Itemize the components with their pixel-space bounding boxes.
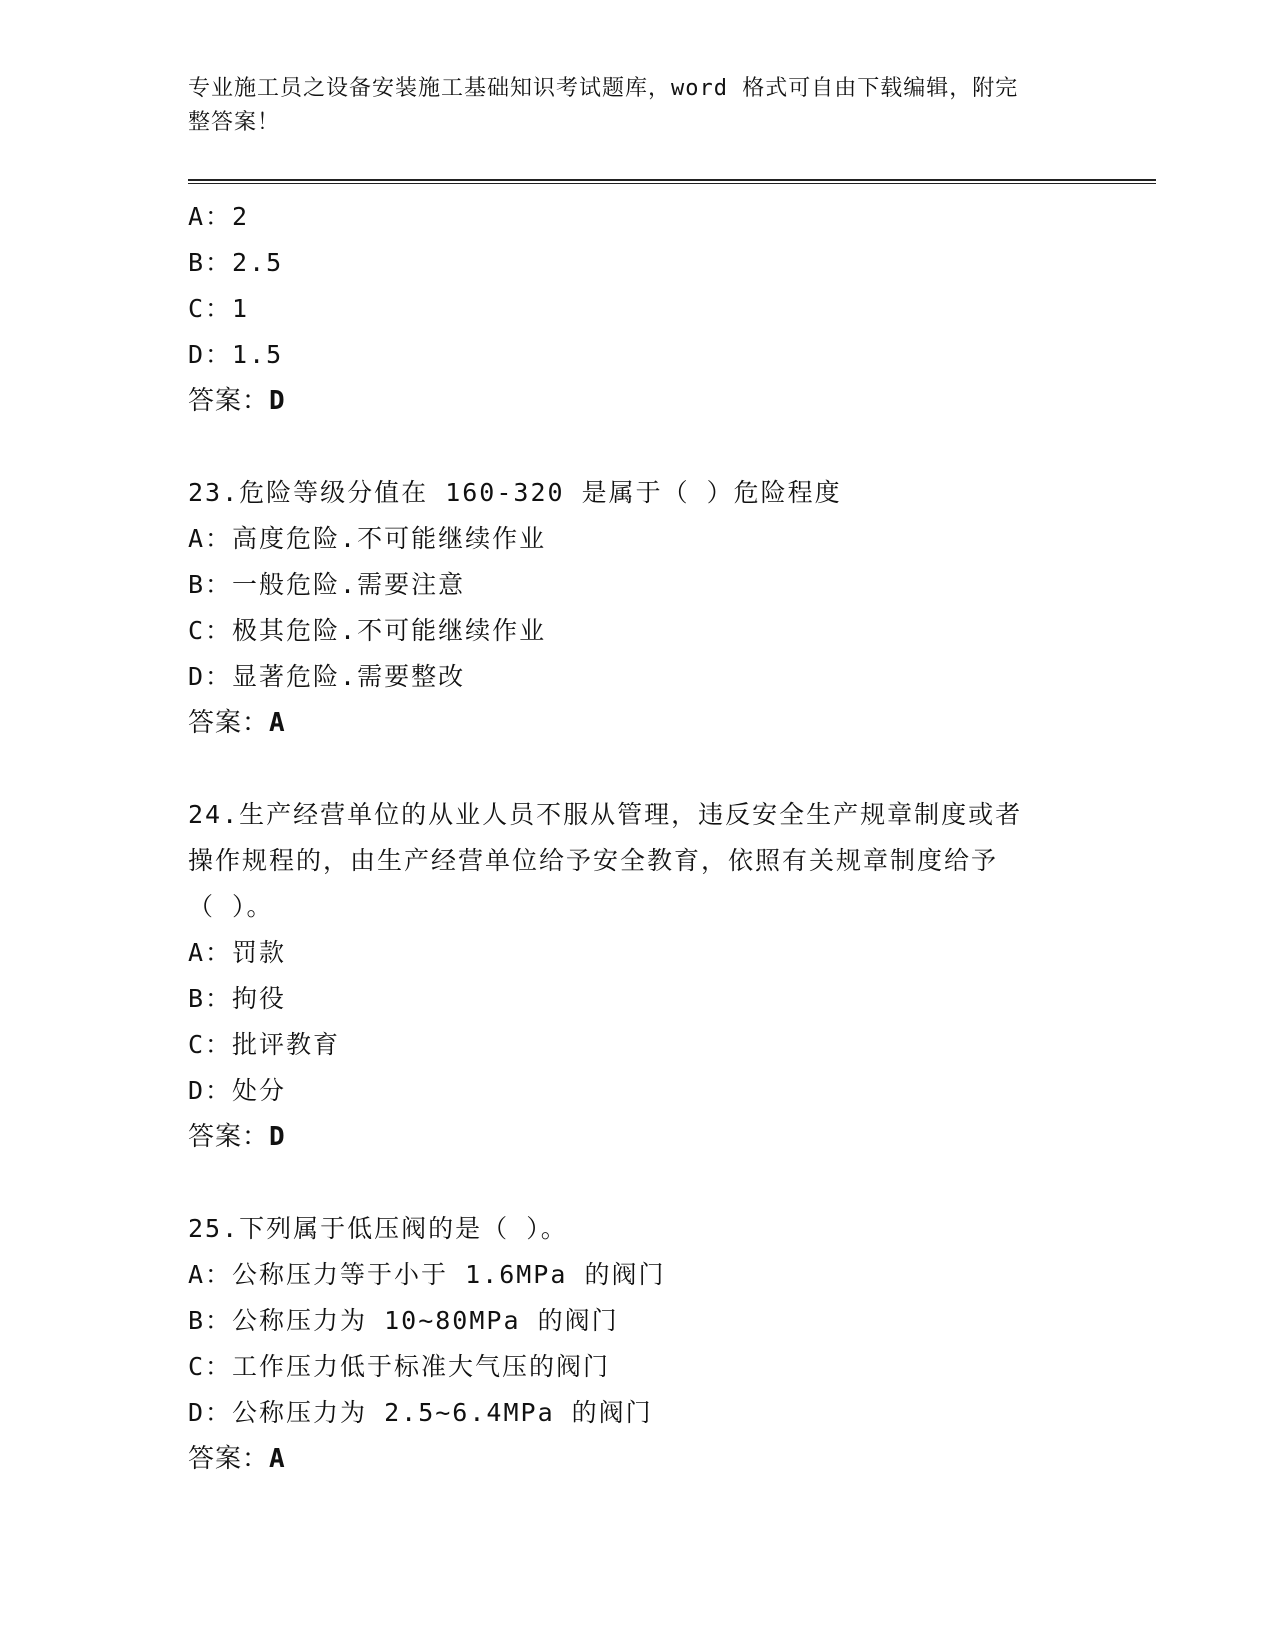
question-text-line-1: 24.生产经营单位的从业人员不服从管理，违反安全生产规章制度或者 bbox=[188, 800, 1023, 829]
question-text: 23.危险等级分值在 160-320 是属于（ ）危险程度 bbox=[188, 478, 842, 507]
option-c: C：1 bbox=[188, 294, 250, 323]
header-line-1: 专业施工员之设备安装施工基础知识考试题库，word 格式可自由下载编辑，附完 bbox=[188, 76, 1019, 101]
option-d: D：公称压力为 2.5~6.4MPa 的阀门 bbox=[188, 1398, 653, 1427]
answer-line bbox=[188, 378, 1088, 424]
question-text: 25.下列属于低压阀的是（ ）。 bbox=[188, 1214, 568, 1243]
spacer bbox=[188, 746, 1088, 792]
option-b: B：公称压力为 10~80MPa 的阀门 bbox=[188, 1306, 619, 1335]
question-text-line-3: （ ）。 bbox=[188, 892, 274, 921]
answer-value: D bbox=[269, 386, 286, 416]
option-a: A：公称压力等于小于 1.6MPa 的阀门 bbox=[188, 1260, 666, 1289]
answer-value: D bbox=[269, 1122, 286, 1152]
question-list bbox=[188, 194, 1088, 1482]
document-header bbox=[188, 72, 1068, 140]
question-22-continued bbox=[188, 194, 1088, 424]
header-line-2: 整答案！ bbox=[188, 110, 281, 135]
answer-value: A bbox=[269, 1444, 286, 1474]
answer-line bbox=[188, 1114, 1088, 1160]
answer-label: 答案： bbox=[188, 708, 270, 738]
option-b: B：拘役 bbox=[188, 984, 287, 1013]
question-24 bbox=[188, 792, 1088, 1160]
header-divider-thin bbox=[188, 183, 1156, 184]
answer-value: A bbox=[269, 708, 286, 738]
option-a: A：高度危险.不可能继续作业 bbox=[188, 524, 547, 553]
option-b: B：一般危险.需要注意 bbox=[188, 570, 466, 599]
answer-label: 答案： bbox=[188, 1444, 270, 1474]
option-a: A：2 bbox=[188, 202, 250, 231]
question-23 bbox=[188, 470, 1088, 746]
answer-label: 答案： bbox=[188, 1122, 270, 1152]
answer-line bbox=[188, 1436, 1088, 1482]
option-d: D：处分 bbox=[188, 1076, 287, 1105]
option-b: B：2.5 bbox=[188, 248, 284, 277]
header-divider-thick bbox=[188, 179, 1156, 181]
option-a: A：罚款 bbox=[188, 938, 287, 967]
spacer bbox=[188, 1160, 1088, 1206]
answer-line bbox=[188, 700, 1088, 746]
option-d: D：1.5 bbox=[188, 340, 284, 369]
question-text-line-2: 操作规程的，由生产经营单位给予安全教育，依照有关规章制度给予 bbox=[188, 846, 999, 875]
option-c: C：极其危险.不可能继续作业 bbox=[188, 616, 547, 645]
spacer bbox=[188, 424, 1088, 470]
option-c: C：工作压力低于标准大气压的阀门 bbox=[188, 1352, 611, 1381]
option-d: D：显著危险.需要整改 bbox=[188, 662, 466, 691]
question-25 bbox=[188, 1206, 1088, 1482]
answer-label: 答案： bbox=[188, 386, 270, 416]
option-c: C：批评教育 bbox=[188, 1030, 341, 1059]
